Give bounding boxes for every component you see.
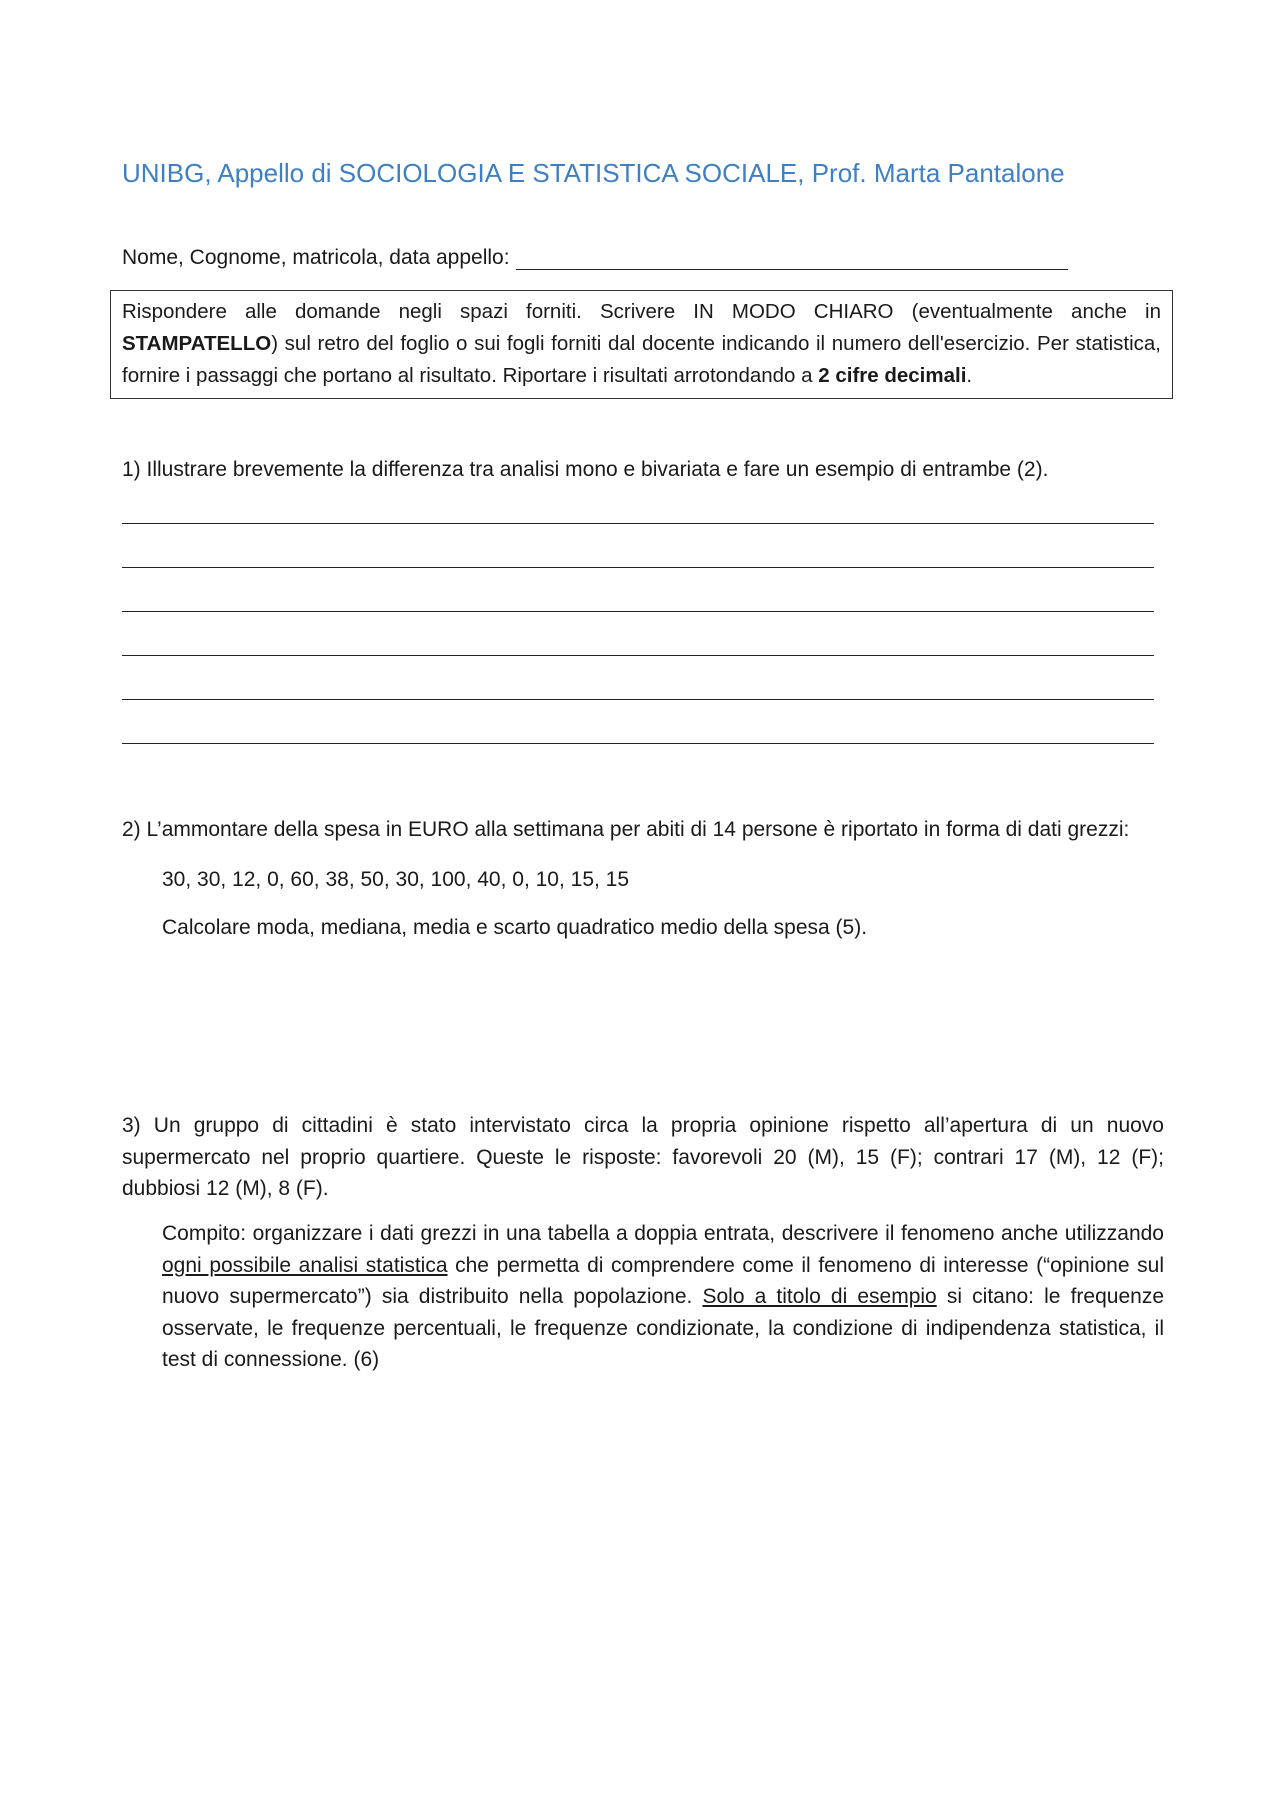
question-1: 1) Illustrare brevemente la differenza tra analisi mono e bivariata e fare un esempio di entrambe (2). [122, 458, 1049, 481]
answer-line[interactable] [122, 611, 1154, 612]
question-3-task-text-c: si citano: le frequenze osservate, le frequenze percentuali, le frequenze condizionate, la condizione di indipendenza statistica, il test di connessione. (6) [162, 1285, 1164, 1371]
answer-line[interactable] [122, 523, 1154, 524]
question-3-task-underline-2: Solo a titolo di esempio [702, 1285, 937, 1308]
question-2-raw-data: 30, 30, 12, 0, 60, 38, 50, 30, 100, 40, 0, 10, 15, 15 [162, 868, 630, 891]
question-3-task-text-b: che permetta di comprendere come il fenomeno di interesse (“opinione sul nuovo supermercato”) sia distribuito nella popolazione. [162, 1253, 1164, 1308]
question-1-answer-lines [122, 480, 1154, 744]
question-2: 2) L’ammontare della spesa in EURO alla settimana per abiti di 14 persone è riportato in forma di dati grezzi: [122, 818, 1130, 841]
question-3-task [162, 1218, 1164, 1376]
instructions-bold-decimals: 2 cifre decimali [818, 364, 967, 387]
answer-line[interactable] [122, 655, 1154, 656]
student-info-line [122, 246, 1068, 270]
question-2-task: Calcolare moda, mediana, media e scarto quadratico medio della spesa (5). [162, 916, 868, 939]
instructions-text-1: Rispondere alle domande negli spazi forniti. Scrivere IN MODO CHIARO (eventualmente anche in [122, 300, 1161, 323]
question-3-task-underline-1: ogni possibile analisi statistica [162, 1253, 448, 1277]
answer-line[interactable] [122, 699, 1154, 700]
instructions-bold-stampatello: STAMPATELLO [122, 332, 272, 355]
instructions-text-2: ) sul retro del foglio o sui fogli forniti dal docente indicando il numero dell'esercizio. Per statistica, fornire i passaggi che portano al risultato. Riportare i risultati arrotondando a [122, 332, 1161, 387]
exam-title: UNIBG, Appello di SOCIOLOGIA E STATISTICA SOCIALE, Prof. Marta Pantalone [122, 158, 1065, 188]
answer-line[interactable] [122, 743, 1154, 744]
student-info-label: Nome, Cognome, matricola, data appello: [122, 246, 510, 269]
instructions-text-3: . [966, 364, 973, 387]
answer-line[interactable] [122, 567, 1154, 568]
student-info-field[interactable] [516, 249, 1068, 270]
question-3-task-text-a: Compito: organizzare i dati grezzi in una tabella a doppia entrata, descrivere il fenomeno anche utilizzando [162, 1222, 1164, 1245]
instructions-box [110, 290, 1173, 399]
question-3: 3) Un gruppo di cittadini è stato intervistato circa la propria opinione rispetto all’apertura di un nuovo supermercato nel proprio quartiere. Queste le risposte: favorevoli 20 (M), 15 (F); contrari 17 (M), 12 (F); dubbiosi 12 (M), 8 (F). [122, 1114, 1164, 1200]
